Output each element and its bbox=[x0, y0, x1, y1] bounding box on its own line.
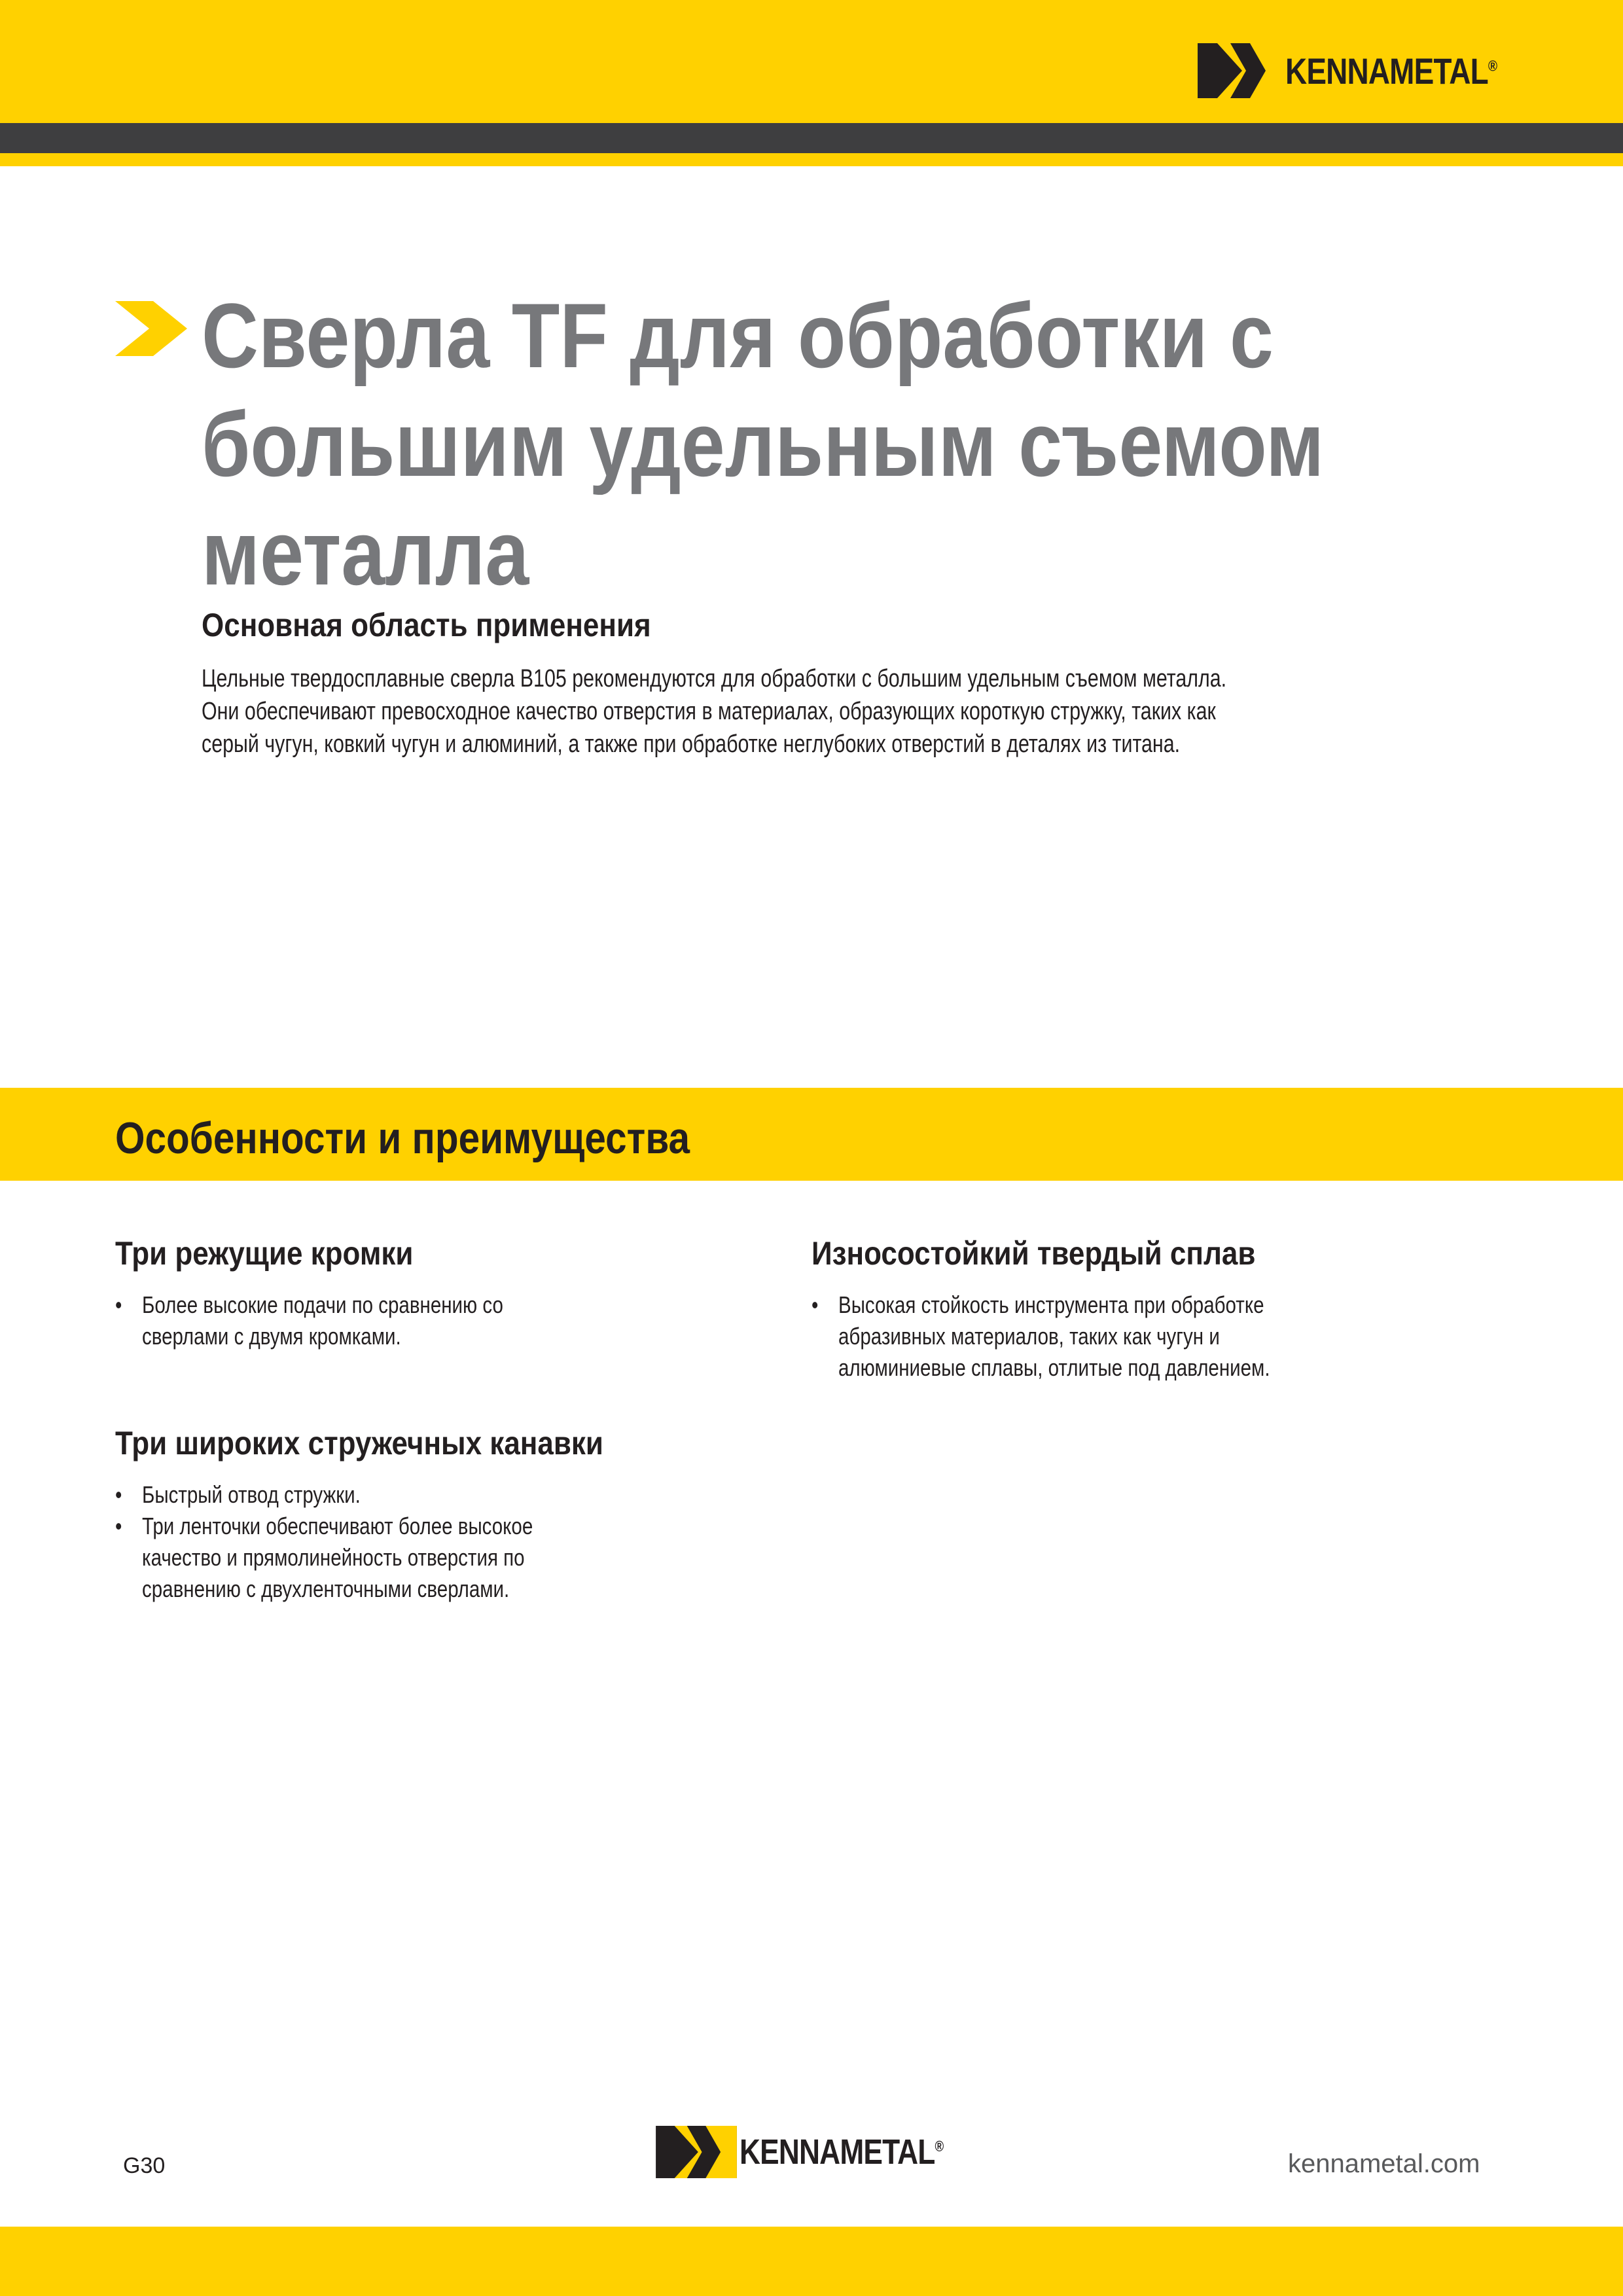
features-section-title: Особенности и преимущества bbox=[115, 1113, 690, 1163]
bullet-line: • Высокая стойкость инструмента при обработке bbox=[838, 1291, 1264, 1318]
bullet-line: • Три ленточки обеспечивают более высокое bbox=[142, 1513, 533, 1539]
feature-heading: Три широких стружечных канавки bbox=[115, 1425, 603, 1462]
paragraph-line: Они обеспечивают превосходное качество отверстия в материалах, образующих короткую стружку, таких как bbox=[202, 698, 1216, 725]
bullet-line: качество и прямолинейность отверстия по bbox=[142, 1544, 525, 1571]
bullet-line: алюминиевые сплавы, отлитые под давлением. bbox=[838, 1354, 1270, 1381]
feature-bullet-list bbox=[812, 1289, 1402, 1384]
logo-wordmark: KENNAMETAL® bbox=[1285, 50, 1497, 92]
bullet-line: сравнению с двухленточными сверлами. bbox=[142, 1575, 510, 1602]
paragraph-line: Цельные твердосплавные сверла B105 рекомендуются для обработки с большим удельным съемом металла. bbox=[202, 665, 1227, 692]
title-line: металла bbox=[202, 501, 529, 604]
feature-bullet bbox=[115, 1479, 705, 1511]
logo-wordmark: KENNAMETAL® bbox=[740, 2132, 944, 2172]
feature-bullet-list bbox=[115, 1479, 705, 1605]
footer-kennametal-logo bbox=[656, 2126, 988, 2178]
header-dark-stripe bbox=[0, 123, 1623, 153]
title-line: большим удельным съемом bbox=[202, 393, 1325, 495]
page-number: G30 bbox=[123, 2153, 166, 2178]
feature-heading: Износостойкий твердый сплав bbox=[812, 1235, 1256, 1272]
feature-three-wide-flutes bbox=[115, 1424, 835, 1605]
bullet-line: сверлами с двумя кромками. bbox=[142, 1323, 401, 1350]
title-line: Сверла TF для обработки с bbox=[202, 284, 1274, 387]
chevron-right-icon bbox=[115, 301, 187, 356]
main-application-paragraph bbox=[202, 662, 1406, 761]
main-application-heading: Основная область применения bbox=[202, 607, 651, 643]
website-link[interactable]: kennametal.com bbox=[1288, 2149, 1480, 2178]
page-title bbox=[202, 281, 1327, 607]
header-kennametal-logo bbox=[1198, 43, 1543, 98]
logo-registered-mark: ® bbox=[935, 2138, 944, 2155]
header-thin-yellow-stripe bbox=[0, 153, 1623, 166]
bullet-line: абразивных материалов, таких как чугун и bbox=[838, 1323, 1220, 1350]
kennametal-k-logo-icon bbox=[656, 2126, 737, 2178]
feature-wear-resistant-carbide bbox=[812, 1234, 1531, 1384]
bullet-line: • Быстрый отвод стружки. bbox=[142, 1481, 361, 1508]
feature-bullet bbox=[812, 1289, 1402, 1384]
kennametal-k-logo-icon bbox=[1198, 43, 1283, 98]
footer-yellow-band bbox=[0, 2227, 1623, 2296]
feature-bullet bbox=[115, 1511, 705, 1605]
bullet-line: • Более высокие подачи по сравнению со bbox=[142, 1291, 503, 1318]
feature-heading: Три режущие кромки bbox=[115, 1235, 414, 1272]
paragraph-line: серый чугун, ковкий чугун и алюминий, а также при обработке неглубоких отверстий в деталях из титана. bbox=[202, 730, 1181, 758]
feature-three-cutting-edges bbox=[115, 1234, 835, 1352]
logo-registered-mark: ® bbox=[1488, 56, 1497, 74]
feature-bullet-list bbox=[115, 1289, 705, 1352]
feature-bullet bbox=[115, 1289, 705, 1352]
